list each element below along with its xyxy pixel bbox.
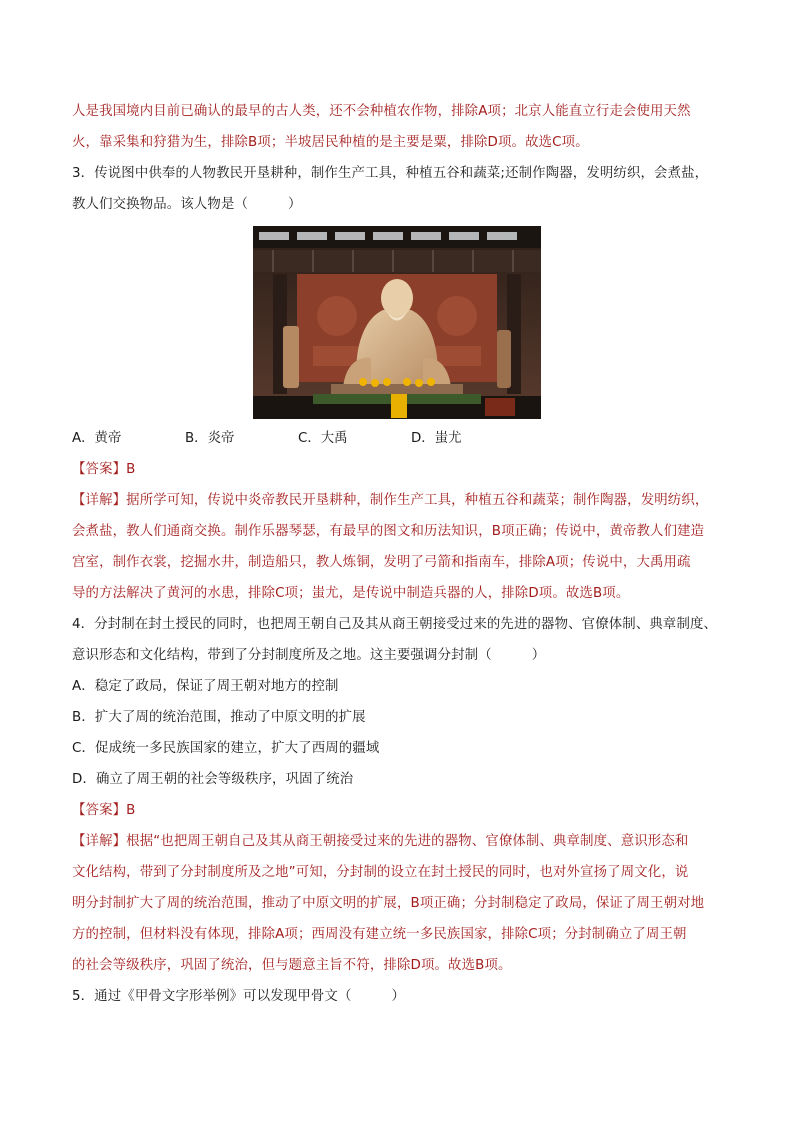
q4-option-d[interactable]: D．确立了周王朝的社会等级秩序，巩固了统治 <box>72 772 354 787</box>
document-page <box>72 96 728 1012</box>
q4-detail-line-4: 方的控制，但材料没有体现，排除A项；西周没有建立统一多民族国家，排除C项；分封制确立了周王朝 <box>72 927 687 942</box>
q3-option-b[interactable]: B．炎帝 <box>185 431 235 446</box>
q3-option-c[interactable]: C．大禹 <box>298 431 348 446</box>
q2-detail-line-2: 火，靠采集和狩猎为生，排除B项；半坡居民种植的是主要是粟，排除D项。故选C项。 <box>72 135 589 150</box>
statue-photo <box>253 226 541 419</box>
q2-detail-line-1: 人是我国境内目前已确认的最早的古人类，还不会种植农作物，排除A项；北京人能直立行走会使用天然 <box>72 104 691 119</box>
q3-options <box>72 423 728 454</box>
q4-option-b[interactable]: B．扩大了周的统治范围，推动了中原文明的扩展 <box>72 710 366 725</box>
q4-detail-line-2: 文化结构，带到了分封制度所及之地”可知，分封制的设立在封土授民的同时，也对外宣扬了周文化，说 <box>72 865 689 880</box>
q3-answer: 【答案】B <box>72 462 136 477</box>
q3-detail-line-2: 会煮盐，教人们通商交换。制作乐器琴瑟，有最早的图文和历法知识，B项正确；传说中，黄帝教人们建造 <box>72 524 705 539</box>
q3-stem-line-1: 3．传说图中供奉的人物教民开垦耕种，制作生产工具，种植五谷和蔬菜;还制作陶器，发明纺织，会煮盐， <box>72 166 709 181</box>
q4-detail-line-1: 【详解】根据“也把周王朝自己及其从商王朝接受过来的先进的器物、官僚体制、典章制度、意识形态和 <box>72 834 689 849</box>
q4-stem-line-2: 意识形态和文化结构，带到了分封制度所及之地。这主要强调分封制（ ） <box>72 648 546 663</box>
q3-detail-line-1: 【详解】据所学可知，传说中炎帝教民开垦耕种，制作生产工具，种植五谷和蔬菜；制作陶器，发明纺织， <box>72 493 709 508</box>
statue-photo-illustration <box>253 226 541 419</box>
q3-stem-line-2: 教人们交换物品。该人物是（ ） <box>72 197 302 212</box>
q5-stem: 5．通过《甲骨文字形举例》可以发现甲骨文（ ） <box>72 989 406 1004</box>
q4-option-c[interactable]: C．促成统一多民族国家的建立，扩大了西周的疆域 <box>72 741 380 756</box>
q4-option-a[interactable]: A．稳定了政局，保证了周王朝对地方的控制 <box>72 679 339 694</box>
q4-stem-line-1: 4．分封制在封土授民的同时，也把周王朝自己及其从商王朝接受过来的先进的器物、官僚体制、典章制度、 <box>72 617 718 632</box>
q4-detail-line-5: 的社会等级秩序，巩固了统治，但与题意主旨不符，排除D项。故选B项。 <box>72 958 512 973</box>
q3-option-a[interactable]: A．黄帝 <box>72 431 122 446</box>
q4-answer: 【答案】B <box>72 803 136 818</box>
q3-detail-line-3: 宫室，制作衣裳，挖掘水井，制造船只，教人炼铜，发明了弓箭和指南车，排除A项；传说中，大禹用疏 <box>72 555 691 570</box>
q3-option-d[interactable]: D．蚩尤 <box>411 431 462 446</box>
q4-detail-line-3: 明分封制扩大了周的统治范围，推动了中原文明的扩展，B项正确；分封制稳定了政局，保证了周王朝对地 <box>72 896 705 911</box>
q3-detail-line-4: 导的方法解决了黄河的水患，排除C项；蚩尤，是传说中制造兵器的人，排除D项。故选B项。 <box>72 586 630 601</box>
